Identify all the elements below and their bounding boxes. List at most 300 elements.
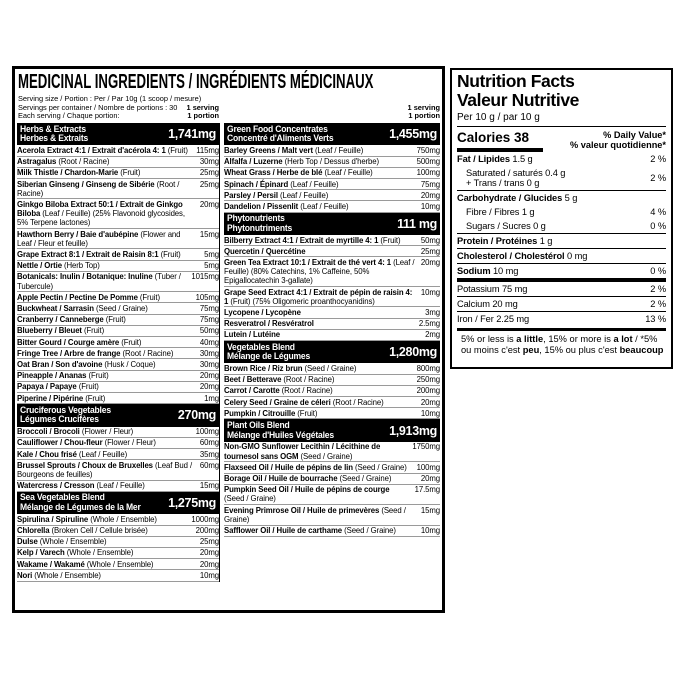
ingredient-name-main: Botanicals: Inulin / Botanique: Inuline — [17, 272, 153, 282]
ingredient-name-main: Piperine / Pipérine — [17, 393, 84, 403]
ingredients-column-right — [219, 123, 440, 582]
ingredient-name-main: Nori — [17, 570, 33, 580]
ingredient-amount: 1750mg — [412, 442, 440, 452]
ingredient-row — [224, 408, 440, 419]
ingredient-row — [17, 157, 219, 168]
nutrient-label — [457, 193, 577, 203]
ingredient-amount: 40mg — [199, 337, 219, 347]
section-title-en: Herbs & Extracts — [20, 123, 86, 134]
ingredient-row — [224, 190, 440, 201]
ingredient-name — [224, 157, 417, 166]
ingredient-row — [17, 537, 219, 548]
ingredient-source-note: (Leaf Bud / Bourgeons de feuilles) — [17, 460, 193, 479]
ingredient-row — [17, 249, 219, 260]
ingredient-row — [17, 460, 219, 480]
ingredient-row — [17, 382, 219, 393]
ingredient-name-main: Pumpkin / Citrouille — [224, 408, 296, 418]
ingredient-row — [17, 229, 219, 249]
medicinal-ingredients-title: MEDICINAL INGREDIENTS / INGRÉDIENTS MÉDICINAUX — [18, 71, 374, 93]
ingredient-source-note: (Husk / Coque) — [102, 359, 156, 369]
calories-value: Calories 38 — [457, 130, 543, 152]
nutrient-label — [457, 299, 518, 309]
ingredient-name — [224, 463, 417, 472]
section-total-amount: 1,275mg — [168, 496, 216, 511]
ingredient-name — [17, 272, 191, 290]
ingredient-name — [224, 236, 421, 245]
ingredient-source-note: (Fruit) (75% Oligomeric proanthocyanidins) — [228, 296, 375, 306]
ingredient-row — [17, 326, 219, 337]
ingredient-name-main: Pumpkin Seed Oil / Huile de pépins de courge — [224, 485, 390, 495]
ingredient-source-note: (Seed / Graine) — [337, 474, 392, 483]
ingredient-amount: 25mg — [199, 168, 219, 178]
ingredient-row — [224, 319, 440, 330]
ingredient-name — [17, 382, 200, 391]
ingredient-amount: 5mg — [204, 249, 219, 259]
ingredient-amount: 20mg — [420, 397, 440, 407]
ingredient-row — [224, 330, 440, 341]
section-title — [227, 421, 334, 440]
ingredient-name — [17, 548, 200, 557]
section-header — [17, 492, 219, 514]
ingredient-amount: 20mg — [199, 199, 219, 209]
ingredients-column-left — [17, 123, 219, 582]
ingredient-row — [17, 348, 219, 359]
ingredient-row — [224, 442, 440, 462]
nutrient-label — [457, 154, 533, 164]
ingredient-name — [17, 200, 200, 228]
section-title-fr: Mélange de Légumes — [227, 351, 311, 362]
nutrient-label — [457, 284, 527, 294]
ingredient-row — [224, 287, 440, 307]
ingredient-name — [224, 288, 421, 306]
ingredient-source-note: (Broken Cell / Cellule brisée) — [49, 526, 148, 536]
nutrient-daily-value: 2 % — [650, 153, 666, 164]
ingredient-amount: 2mg — [425, 330, 440, 340]
ingredient-name — [17, 537, 200, 546]
ingredient-amount: 50mg — [199, 326, 219, 336]
nutrient-row — [457, 296, 666, 311]
ingredient-source-note: (Root / Racine) — [17, 179, 180, 198]
text-segment: , 15% or more is — [543, 334, 614, 345]
ingredient-source-note: (Whole / Ensemble) — [84, 559, 154, 569]
ingredient-amount: 25mg — [199, 537, 219, 547]
ingredient-name-main: Green Tea Extract 10:1 / Extrait de thé vert 4: 1 — [224, 257, 391, 267]
ingredient-name — [224, 409, 421, 418]
nutrient-daily-value: 13 % — [645, 314, 666, 325]
ingredient-amount: 25mg — [420, 246, 440, 256]
daily-value-footnote — [457, 328, 666, 355]
ingredient-amount: 1015mg — [191, 272, 219, 282]
section-title — [20, 125, 88, 144]
ingredient-amount: 15mg — [199, 229, 219, 239]
ingredient-name-main: Nettle / Ortie — [17, 261, 62, 271]
ingredient-source-note: (Leaf / Feuille) (80% Catechins, 1% Caffeine, 50% Epigallocatechin 3-gallate) — [224, 257, 415, 286]
ingredient-row — [224, 179, 440, 190]
ingredient-name — [17, 560, 200, 569]
ingredient-amount: 35mg — [199, 449, 219, 459]
daily-value-header: % Daily Value* % valeur quotidienne* — [570, 130, 666, 151]
ingredient-row — [17, 559, 219, 570]
ingredient-name-main: Fringe Tree / Arbre de frange — [17, 348, 121, 358]
nutrient-row — [457, 278, 666, 296]
text-segment: Fibre / Fibres 1 g — [466, 207, 535, 218]
ingredient-amount: 20mg — [199, 382, 219, 392]
ingredient-amount: 1000mg — [191, 514, 219, 524]
ingredient-name — [224, 386, 417, 395]
ingredient-name — [224, 474, 421, 483]
ingredient-name-main: Apple Pectin / Pectine De Pomme — [17, 292, 138, 302]
ingredient-row — [17, 393, 219, 404]
footnote-bold-term: Sodium — [457, 266, 491, 277]
ingredient-source-note: (Seed / Graine) — [224, 505, 406, 524]
ingredient-name — [17, 168, 200, 177]
nutrient-row — [457, 219, 666, 233]
ingredient-amount: 75mg — [420, 179, 440, 189]
ingredient-name — [17, 427, 196, 436]
section-total-amount: 1,455mg — [389, 127, 437, 142]
ingredient-amount: 30mg — [199, 157, 219, 167]
ingredient-source-note: (Seed / Graine) — [352, 462, 407, 472]
section-header — [17, 404, 219, 426]
ingredient-name-main: Pineapple / Ananas — [17, 371, 87, 381]
text-segment: 10 mg — [490, 266, 519, 277]
ingredient-name-main: Spirulina / Spiruline — [17, 514, 89, 524]
footnote-bold-term: Protein / Protéines — [457, 236, 538, 247]
ingredient-row — [17, 292, 219, 303]
ingredient-source-note: (Root / Racine) — [330, 397, 384, 407]
section-title-fr: Légumes Crucifères — [20, 414, 99, 425]
medicinal-ingredients-panel — [12, 66, 445, 613]
ingredient-name-main: Cauliflower / Chou-fleur — [17, 438, 103, 448]
nutrient-label — [457, 207, 534, 217]
ingredient-amount: 20mg — [199, 371, 219, 381]
ingredient-source-note: (Seed / Graine) — [224, 494, 276, 504]
ingredient-amount: 800mg — [416, 363, 440, 373]
ingredient-row — [224, 526, 440, 537]
section-header — [17, 123, 219, 145]
text-segment: / *5% ou moins c'est — [461, 334, 658, 355]
ingredient-name — [224, 202, 421, 211]
section-header — [224, 123, 440, 145]
ingredient-row — [17, 514, 219, 525]
ingredient-source-note: (Leaf / Feuille) — [277, 190, 329, 200]
ingredient-name-main: Papaya / Papaye — [17, 382, 77, 392]
ingredient-name-main: Lycopene / Lycopène — [224, 307, 301, 317]
ingredient-name-main: Bitter Gourd / Courge amère — [17, 337, 120, 347]
nutrient-label — [457, 314, 529, 324]
ingredient-name-main: Grape Extract 8:1 / Extrait de Raisin 8:1 — [17, 249, 159, 259]
ingredient-source-note: (Seed / Graine) — [342, 526, 396, 536]
ingredient-source-note: (Leaf / Feuille) — [288, 179, 339, 189]
ingredient-name-main: Brussel Sprouts / Choux de Bruxelles — [17, 460, 153, 470]
ingredient-name — [17, 481, 200, 490]
section-header — [224, 419, 440, 441]
nutrient-row — [457, 263, 666, 278]
ingredient-row — [17, 179, 219, 199]
ingredient-name — [17, 450, 200, 459]
ingredient-row — [17, 526, 219, 537]
servings-per-container-line: Servings per container / Nombre de portions : 30 — [18, 102, 178, 112]
ingredient-source-note: (Fruit) — [378, 235, 401, 245]
nutrient-daily-value: 2 % — [650, 284, 666, 295]
ingredient-source-note: (Leaf / Feuille) — [76, 449, 128, 459]
ingredient-amount: 100mg — [416, 462, 440, 472]
ingredient-source-note: (Flower / Fleur) — [102, 438, 156, 448]
text-segment: 0 mg — [564, 251, 588, 262]
nutrient-label — [457, 266, 518, 276]
ingredient-amount: 30mg — [199, 348, 219, 358]
ingredient-amount: 10mg — [420, 201, 440, 211]
text-segment: , 15% ou plus c'est — [539, 345, 620, 355]
section-total-amount: 270mg — [177, 408, 216, 423]
ingredient-amount: 20mg — [199, 559, 219, 569]
nutrient-row — [457, 166, 666, 190]
ingredient-source-note: (Whole / Ensemble) — [32, 570, 101, 580]
ingredient-amount: 10mg — [420, 408, 440, 418]
text-segment: Iron / Fer 2.25 mg — [457, 314, 530, 325]
text-segment: Sugars / Sucres 0 g — [466, 221, 546, 232]
ingredient-row — [224, 246, 440, 257]
ingredient-row — [224, 462, 440, 473]
ingredient-amount: 5mg — [204, 261, 219, 271]
nutrient-daily-value: 0 % — [650, 221, 666, 232]
ingredient-name-main: Alfalfa / Luzerne — [224, 157, 283, 167]
ingredient-row — [17, 359, 219, 370]
section-title-fr: Concentré d'Aliments Verts — [227, 133, 334, 144]
ingredient-name-main: Chlorella — [17, 526, 50, 536]
ingredient-source-note: (Root / Racine) — [281, 375, 335, 385]
nutrient-label — [457, 168, 565, 189]
ingredient-name — [224, 330, 425, 339]
ingredient-name — [17, 371, 200, 380]
footnote-bold-term: Cholesterol / Cholestérol — [457, 251, 565, 262]
ingredient-amount: 20mg — [420, 257, 440, 267]
ingredient-name — [224, 485, 415, 503]
ingredient-name-main: Grape Seed Extract 4:1 / Extrait de pépin de raisin 4: 1 — [224, 287, 413, 306]
ingredient-name — [17, 360, 200, 369]
ingredient-source-note: (Fruit) — [81, 326, 105, 336]
footnote-bold-term: Fat / Lipides — [457, 153, 510, 164]
ingredient-row — [17, 570, 219, 581]
ingredient-name-main: Barley Greens / Malt vert — [224, 145, 313, 155]
ingredient-amount: 30mg — [199, 359, 219, 369]
ingredient-row — [224, 485, 440, 505]
section-title-fr: Phytonutriments — [227, 222, 293, 233]
ingredient-name — [17, 394, 204, 403]
section-header — [224, 213, 440, 235]
ingredient-name — [17, 180, 200, 198]
ingredient-row — [224, 363, 440, 374]
section-total-amount: 111 mg — [397, 216, 437, 231]
ingredient-name-main: Wakame / Wakamé — [17, 559, 85, 569]
section-title — [227, 125, 333, 144]
ingredient-name-main: Hawthorn Berry / Baie d'aubépine — [17, 229, 139, 239]
footnote-bold-term: beaucoup — [619, 345, 664, 355]
nutrient-label — [457, 251, 587, 261]
ingredient-source-note: (Leaf / Feuille) (25% Flavonoid glycosides, 5% Terpene lactones) — [17, 209, 185, 228]
ingredient-amount: 20mg — [420, 190, 440, 200]
ingredient-name — [17, 338, 200, 347]
ingredient-name-main: Borage Oil / Huile de bourrache — [224, 474, 338, 483]
ingredient-source-note: (Fruit) — [103, 315, 126, 325]
ingredient-source-note: (Herb Top) — [61, 261, 100, 271]
ingredient-name-main: Broccoli / Brocoli — [17, 427, 80, 437]
ingredient-amount: 15mg — [420, 505, 440, 515]
ingredient-row — [224, 307, 440, 318]
ingredient-source-note: (Fruit) — [86, 371, 109, 381]
ingredient-source-note: (Flower / Fleur) — [79, 427, 134, 437]
ingredient-name — [224, 319, 419, 328]
section-title — [227, 214, 292, 233]
ingredient-name-main: Blueberry / Bleuet — [17, 326, 82, 336]
section-total-amount: 1,913mg — [389, 423, 437, 438]
ingredient-name-main: Quercetin / Quercétine — [224, 246, 306, 256]
ingredient-name — [17, 304, 200, 313]
ingredient-amount: 25mg — [199, 179, 219, 189]
ingredient-name — [224, 526, 421, 535]
ingredient-name — [224, 375, 417, 384]
ingredient-name-main: Siberian Ginseng / Ginseng de Sibérie — [17, 179, 155, 189]
ingredient-name — [224, 506, 421, 524]
ingredient-name-main: Kale / Chou frisé — [17, 449, 77, 459]
ingredient-source-note: (Seed / Graine) — [93, 303, 148, 313]
ingredient-name — [224, 146, 417, 155]
ingredient-amount: 115mg — [196, 145, 219, 155]
serving-column-header-right: 1 serving 1 portion — [407, 102, 440, 121]
ingredient-row — [224, 397, 440, 408]
ingredient-row — [224, 375, 440, 386]
ingredient-amount: 75mg — [199, 303, 219, 313]
ingredient-source-note: (Fruit) — [158, 249, 181, 259]
nutrient-row — [457, 205, 666, 219]
section-title-en: Cruciferous Vegetables — [20, 404, 111, 415]
ingredient-source-note: (Fruit) — [83, 393, 106, 403]
ingredient-name — [224, 398, 421, 407]
ingredient-source-note: (Root / Racine) — [279, 386, 333, 396]
ingredient-amount: 20mg — [199, 548, 219, 558]
ingredient-row — [224, 145, 440, 156]
ingredients-columns — [17, 123, 440, 582]
footnote-bold-term: peu — [522, 345, 540, 355]
ingredient-name-main: Kelp / Varech — [17, 548, 65, 558]
ingredient-name-main: Ginkgo Biloba Extract 50:1 / Extrait de Ginkgo Biloba — [17, 199, 183, 219]
ingredient-source-note: (Root / Racine) — [120, 348, 174, 358]
ingredient-name — [224, 364, 417, 373]
ingredient-amount: 10mg — [199, 570, 219, 580]
section-header — [224, 341, 440, 363]
ingredient-name-main: Resveratrol / Resvératrol — [224, 319, 314, 329]
ingredient-source-note: (Leaf / Feuille) — [298, 201, 349, 211]
ingredient-name-main: Buckwheat / Sarrasin — [17, 303, 94, 313]
nutrient-label-line: + Trans / trans 0 g — [466, 178, 540, 189]
ingredient-amount: 200mg — [195, 526, 219, 536]
ingredient-row — [224, 157, 440, 168]
ingredient-name-main: Brown Rice / Riz brun — [224, 363, 303, 373]
ingredient-name-main: Beet / Betterave — [224, 375, 282, 385]
ingredient-name — [17, 157, 200, 166]
ingredient-source-note: (Fruit) — [165, 145, 188, 155]
ingredient-name — [17, 571, 200, 580]
ingredient-source-note: (Seed / Graine) — [298, 451, 353, 461]
ingredient-row — [224, 201, 440, 212]
serving-column-header-left: 1 serving 1 portion — [186, 102, 219, 121]
ingredient-name-main: Wheat Grass / Herbe de blé — [224, 168, 323, 178]
section-title — [20, 406, 111, 425]
nutrient-row — [457, 233, 666, 248]
serving-size-line: Serving size / Portion : Per / Par 10g (1 scoop / mesure) — [18, 94, 202, 103]
ingredient-source-note: (Root / Racine) — [56, 157, 110, 167]
ingredient-row — [17, 303, 219, 314]
ingredient-amount: 10mg — [420, 287, 440, 297]
ingredient-name — [17, 146, 196, 155]
ingredient-name-main: Celery Seed / Graine de céleri — [224, 397, 331, 407]
ingredient-amount: 3mg — [425, 307, 440, 317]
ingredient-name — [17, 349, 200, 358]
ingredient-row — [224, 386, 440, 397]
per-serving-line: Per 10 g / par 10 g — [457, 109, 666, 127]
section-total-amount: 1,741mg — [168, 127, 216, 142]
ingredient-row — [17, 168, 219, 179]
ingredient-source-note: (Whole / Ensemble) — [37, 537, 107, 547]
nutrient-rows — [457, 152, 666, 326]
nutrient-daily-value: 2 % — [650, 173, 666, 183]
ingredient-row — [17, 449, 219, 460]
each-serving-line: Each serving / Chaque portion: — [18, 111, 120, 121]
nutrition-facts-panel — [450, 68, 673, 369]
ingredient-amount: 500mg — [416, 157, 440, 167]
ingredient-name-main: Bilberry Extract 4:1 / Extrait de myrtille 4: 1 — [224, 235, 379, 245]
ingredient-source-note: (Herb Top / Dessus d'herbe) — [282, 157, 380, 167]
ingredient-amount: 15mg — [199, 481, 219, 491]
ingredient-name — [17, 293, 196, 302]
ingredient-source-note: (Fruit) — [76, 382, 99, 392]
section-title-fr: Herbes & Extraits — [20, 133, 89, 144]
ingredient-source-note: (Fruit) — [295, 408, 318, 418]
ingredient-name — [17, 315, 200, 324]
text-segment: 5% or less is — [461, 334, 517, 345]
ingredient-source-note: (Whole / Ensemble) — [64, 548, 134, 558]
ingredient-row — [17, 427, 219, 438]
ingredient-amount: 200mg — [416, 386, 440, 396]
section-title-fr: Mélange de Légumes de la Mer — [20, 502, 141, 513]
ingredient-amount: 60mg — [199, 460, 219, 470]
ingredient-name — [17, 250, 204, 259]
ingredient-source-note: (Leaf / Feuille) — [94, 481, 145, 491]
ingredient-row — [17, 199, 219, 229]
ingredient-name-main: Carrot / Carotte — [224, 386, 280, 396]
ingredient-name — [224, 247, 421, 256]
ingredient-name — [17, 230, 200, 248]
section-title — [20, 493, 141, 512]
ingredient-source-note: (Fruit) — [137, 292, 160, 302]
nutrient-label — [457, 236, 552, 246]
section-title-en: Phytonutrients — [227, 213, 285, 224]
ingredient-name — [17, 261, 204, 270]
footnote-bold-term: Carbohydrate / Glucides — [457, 193, 563, 204]
ingredient-source-note: (Fruit) — [119, 337, 142, 347]
ingredient-name — [224, 180, 421, 189]
ingredient-amount: 750mg — [416, 145, 440, 155]
section-title-en: Plant Oils Blend — [227, 419, 290, 430]
ingredient-name — [17, 461, 200, 479]
serving-info-block — [18, 95, 440, 121]
ingredient-amount: 100mg — [416, 168, 440, 178]
ingredient-name-main: Dandelion / Pissenlit — [224, 201, 299, 211]
ingredient-name — [17, 326, 200, 335]
ingredient-row — [17, 548, 219, 559]
text-segment: Calcium 20 mg — [457, 299, 518, 310]
ingredient-name-main: Flaxseed Oil / Huile de pépins de lin — [224, 462, 353, 472]
